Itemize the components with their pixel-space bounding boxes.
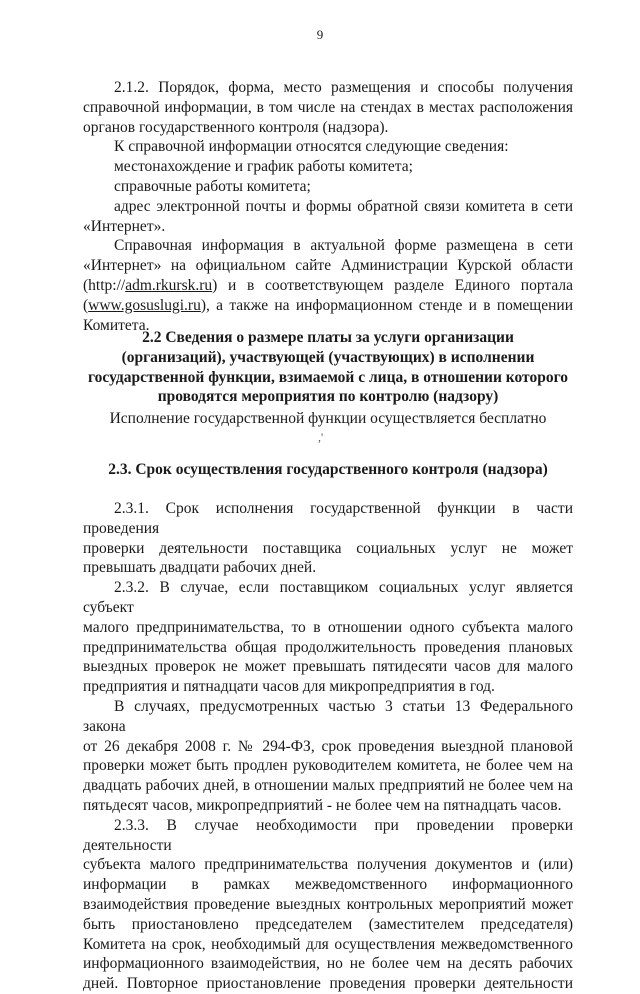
- section-heading-2-3: 2.3. Срок осуществления государственного контроля (надзора): [108, 461, 548, 478]
- text-line: проверки деятельности поставщика социальных услуг не может: [83, 539, 573, 557]
- text-line: предпринимательства общая продолжительность проведения плановых: [83, 638, 573, 656]
- text-line: двадцать рабочих дней, в отношении малых предприятий не более чем на: [83, 777, 573, 795]
- text-line: от 26 декабря 2008 г. № 294-ФЗ, срок проведения выездной плановой: [83, 737, 573, 755]
- heading-line: 2.2 Сведения о размере платы за услуги организации: [142, 329, 514, 346]
- text-line: местонахождение и график работы комитета;: [114, 158, 413, 176]
- text-line: 2.3.1. Срок исполнения государственной функции в части проведения: [83, 500, 573, 537]
- text-line: информационного взаимодействия, но не более чем на десять рабочих: [83, 955, 573, 973]
- text-line: Комитета на срок, необходимый для осуществления межведомственного: [83, 935, 573, 953]
- text-line: В случаях, предусмотренных частью 3 статьи 13 Федерального закона: [83, 697, 573, 735]
- text-line-with-link: [83, 296, 573, 316]
- text-line: К справочной информации относятся следующие сведения:: [114, 138, 509, 156]
- heading-line: (организаций), участвующей (участвующих) в исполнении: [121, 348, 535, 366]
- text-fragment: ) и в соответствующем разделе Единого портала: [212, 276, 573, 294]
- text-line: 2.3.2. В случае, если поставщиком социальных услуг является субъект: [83, 579, 573, 616]
- text-line: 2.1.2. Порядок, форма, место размещения и способы получения: [114, 79, 573, 96]
- heading-line: проводятся мероприятия по контролю (надзору): [157, 388, 499, 406]
- free-of-charge-statement: Исполнение государственной функции осуществляется бесплатно: [109, 410, 547, 427]
- text-line: органов государственного контроля (надзора).: [83, 118, 389, 136]
- text-line: адрес электронной почты и формы обратной связи комитета в сети: [114, 197, 573, 215]
- admin-site-link[interactable]: adm.rkursk.ru: [125, 276, 213, 294]
- text-line: субъекта малого предпринимательства получения документов и (или): [83, 856, 573, 874]
- text-line: справочной информации, в том числе на стендах в местах расположения: [83, 98, 573, 116]
- stray-mark: ,': [318, 430, 324, 444]
- gosuslugi-link[interactable]: www.gosuslugi.ru: [88, 296, 201, 314]
- text-line: взаимодействия проведение выездных контрольных мероприятий может: [83, 895, 573, 913]
- text-line: быть приостановлено председателем (заместителем председателя): [83, 915, 573, 933]
- paragraph-2-1-2: [83, 78, 573, 335]
- text-line: малого предпринимательства, то в отношении одного субъекта малого: [83, 618, 573, 636]
- text-fragment: ), а также на информационном стенде и в помещении: [200, 296, 573, 314]
- text-fragment: (http://: [83, 276, 126, 294]
- text-line: пятьдесят часов, микропредприятий - не более чем на пятнадцать часов.: [83, 796, 562, 814]
- text-line: 2.3.3. В случае необходимости при проведении проверки деятельности: [83, 816, 573, 854]
- text-line: превышать двадцати рабочих дней.: [83, 559, 317, 577]
- text-line: Комитета.: [83, 316, 150, 334]
- text-line: «Интернет» на официальном сайте Администрации Курской области: [83, 257, 573, 275]
- text-line-with-link: [83, 276, 573, 296]
- text-line: дней. Повторное приостановление проведения проверки деятельности: [83, 975, 573, 993]
- section-heading-2-2: [83, 328, 573, 407]
- text-line: «Интернет».: [83, 217, 166, 235]
- text-line: справочные работы комитета;: [114, 177, 311, 195]
- text-line: выездных проверок не может превышать пятидесяти часов для малого: [83, 658, 573, 676]
- text-line: предприятия и пятнадцати часов для микропредприятия в год.: [83, 678, 495, 696]
- text-line: Справочная информация в актуальной форме размещена в сети: [114, 237, 573, 255]
- page-number: 9: [316, 27, 324, 42]
- text-fragment: (: [83, 296, 89, 314]
- heading-line: государственной функции, взимаемой с лица, в отношении которого: [88, 368, 568, 386]
- text-line: информации в рамках межведомственного информационного: [83, 876, 573, 894]
- text-line: проверки может быть продлен руководителем комитета, не более чем на: [83, 757, 573, 775]
- section-2-3-body: [83, 499, 573, 994]
